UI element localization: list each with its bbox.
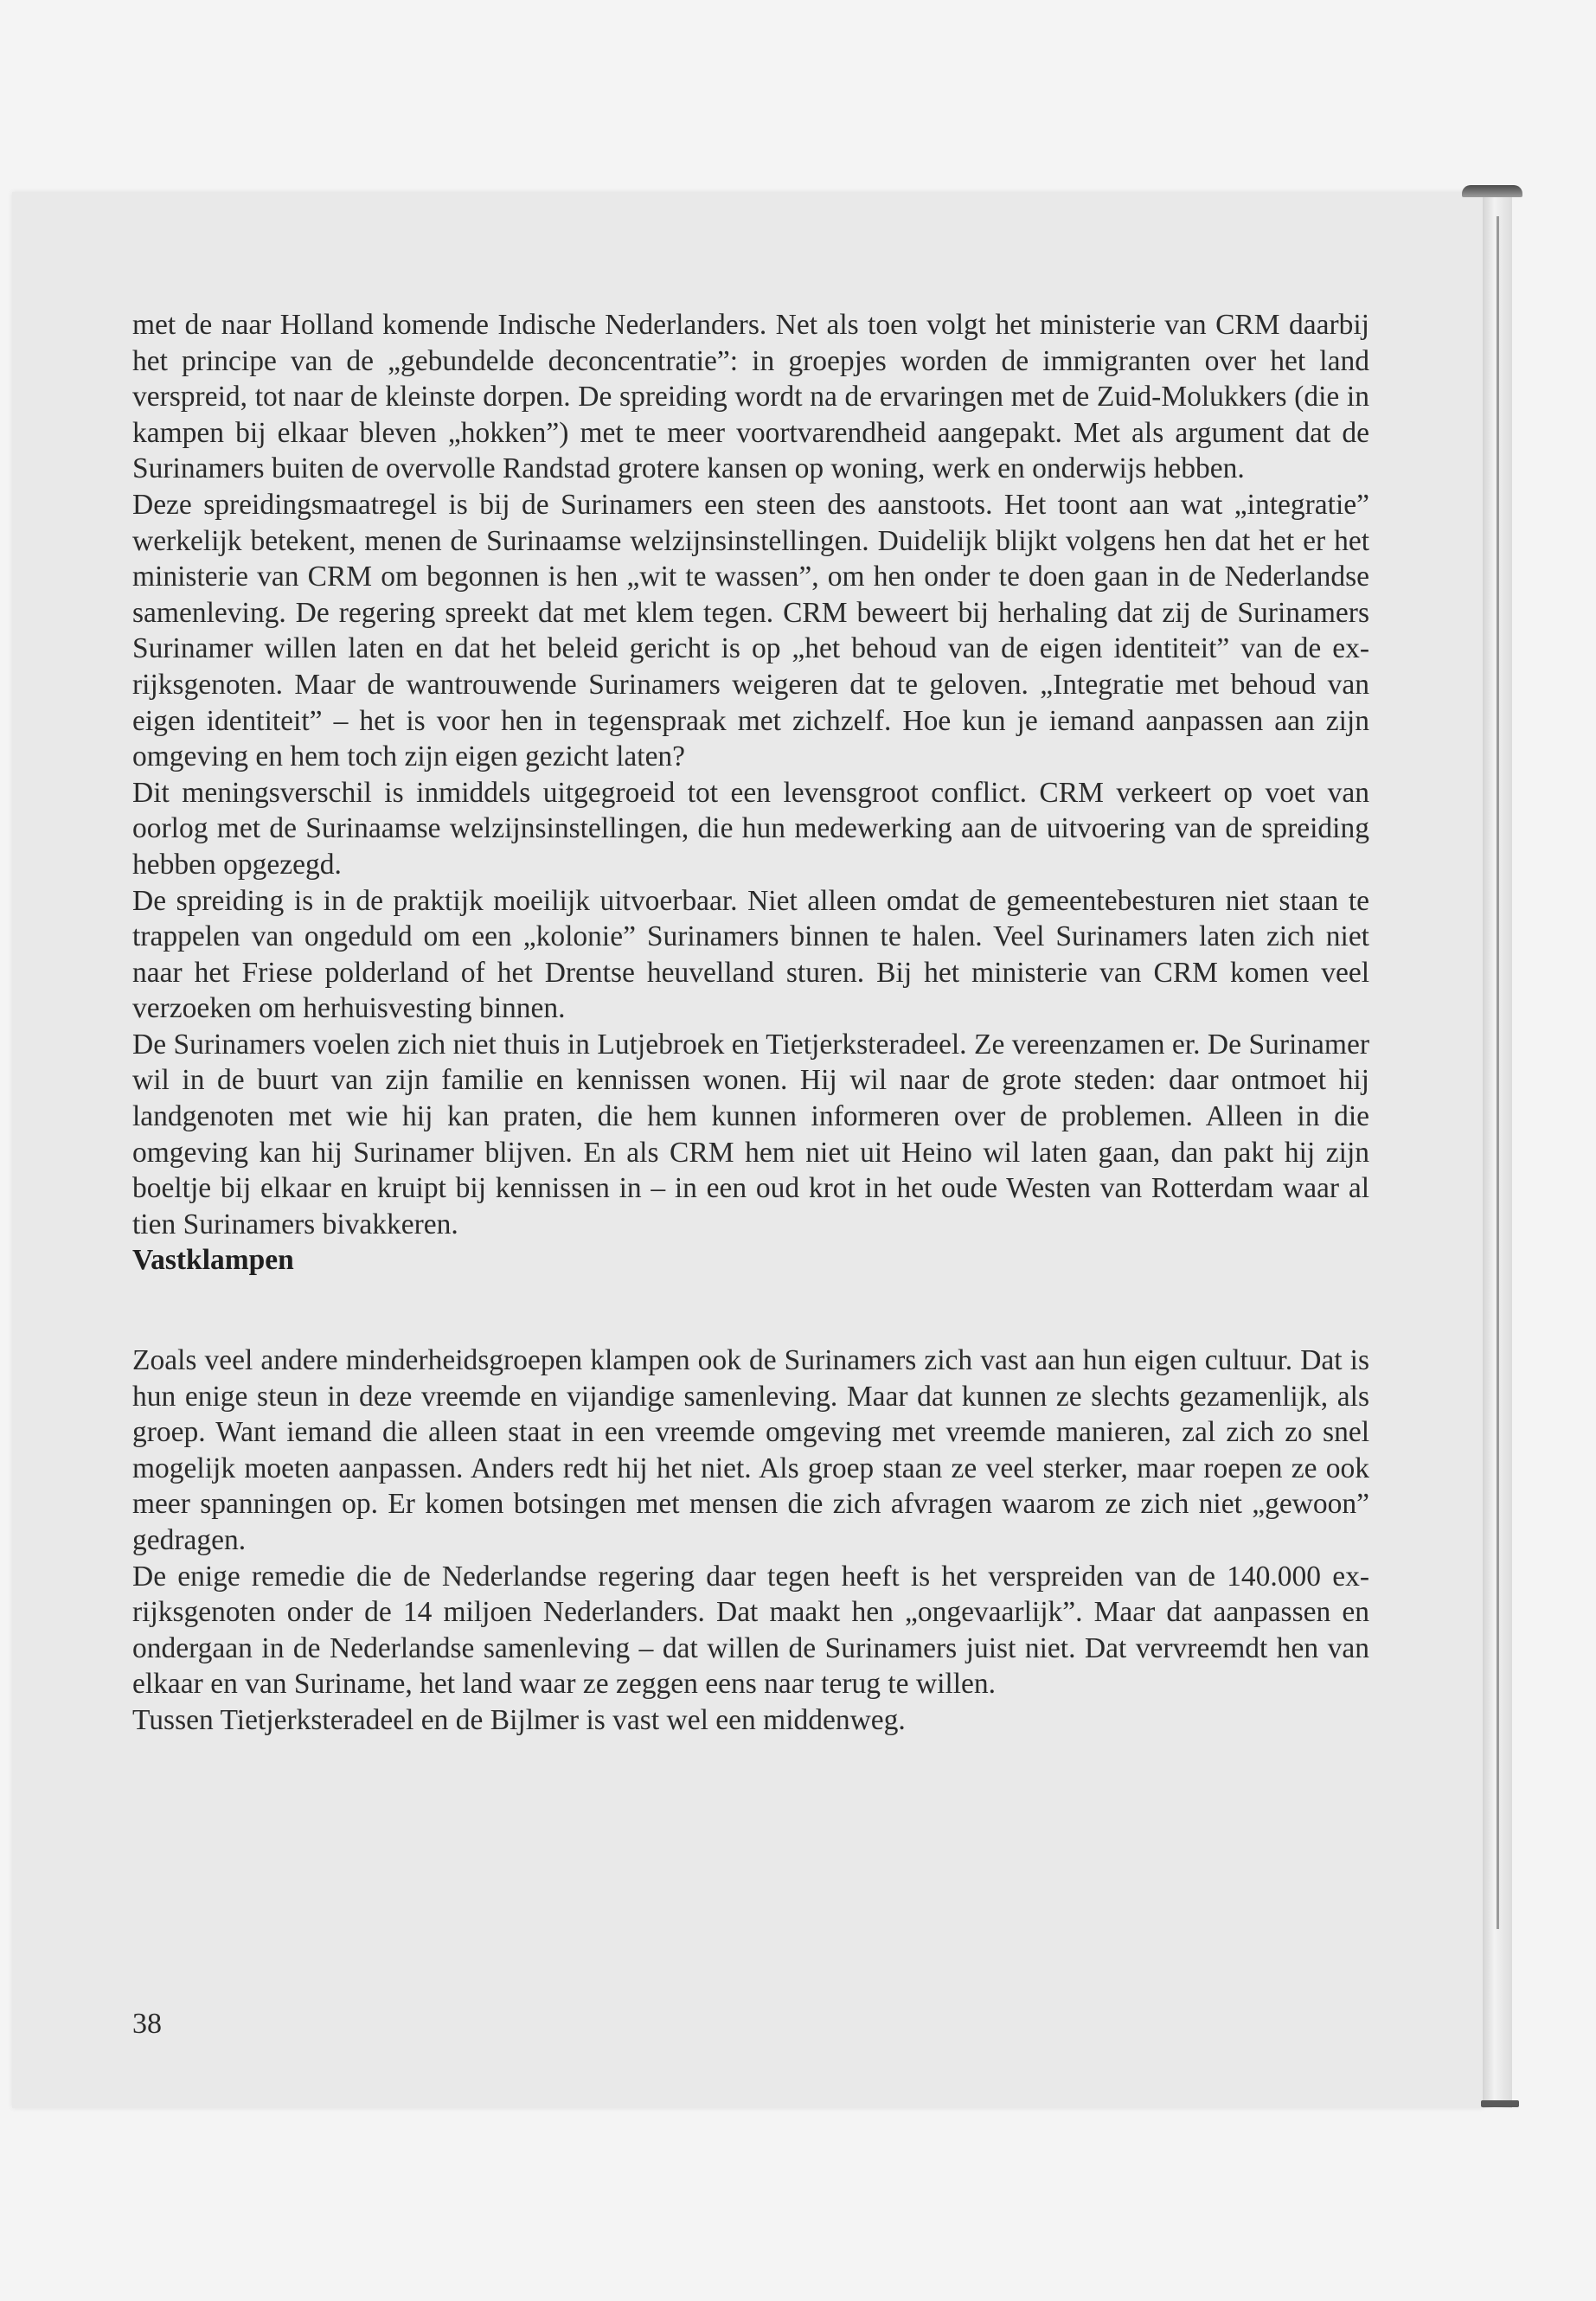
paragraph: Deze spreidingsmaatregel is bij de Surinamers een steen des aanstoots. Het toont aan wat „integratie” werkelijk betekent, menen de Surinaamse welzijnsinstellingen. Duidelijk blijkt volgens hen dat het er het ministerie van CRM om begonnen is hen „wit te wassen”, om hen onder te doen gaan in de Nederlandse samenleving. De regering spreekt dat met klem tegen. CRM beweert bij herhaling dat zij de Surinamers Surinamer willen laten en dat het beleid gericht is op „het behoud van de eigen identiteit” van de ex-rijksgenoten. Maar de wantrouwende Surinamers weigeren dat te geloven. „Integratie met behoud van eigen identiteit” – het is voor hen in tegenspraak met zichzelf. Hoe kun je iemand aanpassen aan zijn omgeving en hem toch zijn eigen gezicht laten?	[132, 488, 1369, 773]
page-number: 38	[132, 2008, 162, 2040]
paragraph: De enige remedie die de Nederlandse regering daar tegen heeft is het verspreiden van de 140.000 ex-rijksgenoten onder de 14 miljoen Nederlanders. Dat maakt hen „ongevaarlijk”. Maar dat aanpassen en ondergaan in de Nederlandse samenleving – dat willen de Surinamers juist niet. Dat vervreemdt hen van elkaar en van Suriname, het land waar ze zeggen eens naar terug te willen.	[132, 1560, 1369, 1701]
paragraph: Tussen Tietjerksteradeel en de Bijlmer is vast wel een middenweg.	[132, 1703, 906, 1736]
paragraph: De Surinamers voelen zich niet thuis in Lutjebroek en Tietjerksteradeel. Ze vereenzamen er. De Surinamer wil in de buurt van zijn familie en kennissen wonen. Hij wil naar de grote steden: daar ontmoet hij landgenoten met wie hij kan praten, die hem kunnen informeren over de problemen. Alleen in die omgeving kan hij Surinamer blijven. En als CRM hem niet uit Heino wil laten gaan, dan pakt hij zijn boeltje bij elkaar en kruipt bij kennissen in – in een oud krot in het oude Westen van Rotterdam waar al tien Surinamers bivakkeren.	[132, 1028, 1369, 1240]
spine-edge-line	[1497, 216, 1499, 1929]
spine-bottom-cap	[1481, 2100, 1519, 2107]
paragraph: Zoals veel andere minderheidsgroepen klampen ook de Surinamers zich vast aan hun eigen cultuur. Dat is hun enige steun in deze vreemde en vijandige samenleving. Maar dat kunnen ze slechts gezamenlijk, als groep. Want iemand die alleen staat in een vreemde omgeving met vreemde manieren, zal zich zo snel mogelijk moeten aanpassen. Anders redt hij het niet. Als groep staan ze veel sterker, maar roepen ze ook meer spanningen op. Er komen botsingen met mensen die zich afvragen waarom ze zich niet „gewoon” gedragen.	[132, 1344, 1369, 1556]
section-heading: Vastklampen	[132, 1244, 294, 1277]
paragraph: Dit meningsverschil is inmiddels uitgegroeid tot een levensgroot conflict. CRM verkeert op voet van oorlog met de Surinaamse welzijnsinstellingen, die hun medewerking aan de uitvoering van de spreiding hebben opgezegd.	[132, 776, 1369, 881]
paragraph: De spreiding is in de praktijk moeilijk uitvoerbaar. Niet alleen omdat de gemeentebesturen niet staan te trappelen van ongeduld om een „kolonie” Surinamers binnen te halen. Veel Surinamers laten zich niet naar het Friese polderland of het Drentse heuvelland sturen. Bij het ministerie van CRM komen veel verzoeken om herhuisvesting binnen.	[132, 884, 1369, 1025]
paragraph: met de naar Holland komende Indische Nederlanders. Net als toen volgt het ministerie van CRM daarbij het principe van de „gebundelde deconcentratie”: in groepjes worden de immigranten over het land verspreid, tot naar de kleinste dorpen. De spreiding wordt na de ervaringen met de Zuid-Molukkers (die in kampen bij elkaar bleven „hokken”) met te meer voortvarendheid aangepakt. Met als argument dat de Surinamers buiten de overvolle Randstad grotere kansen op woning, werk en onderwijs hebben.	[132, 309, 1369, 485]
spine-top-cap	[1462, 185, 1522, 197]
article-body	[132, 307, 1369, 1739]
